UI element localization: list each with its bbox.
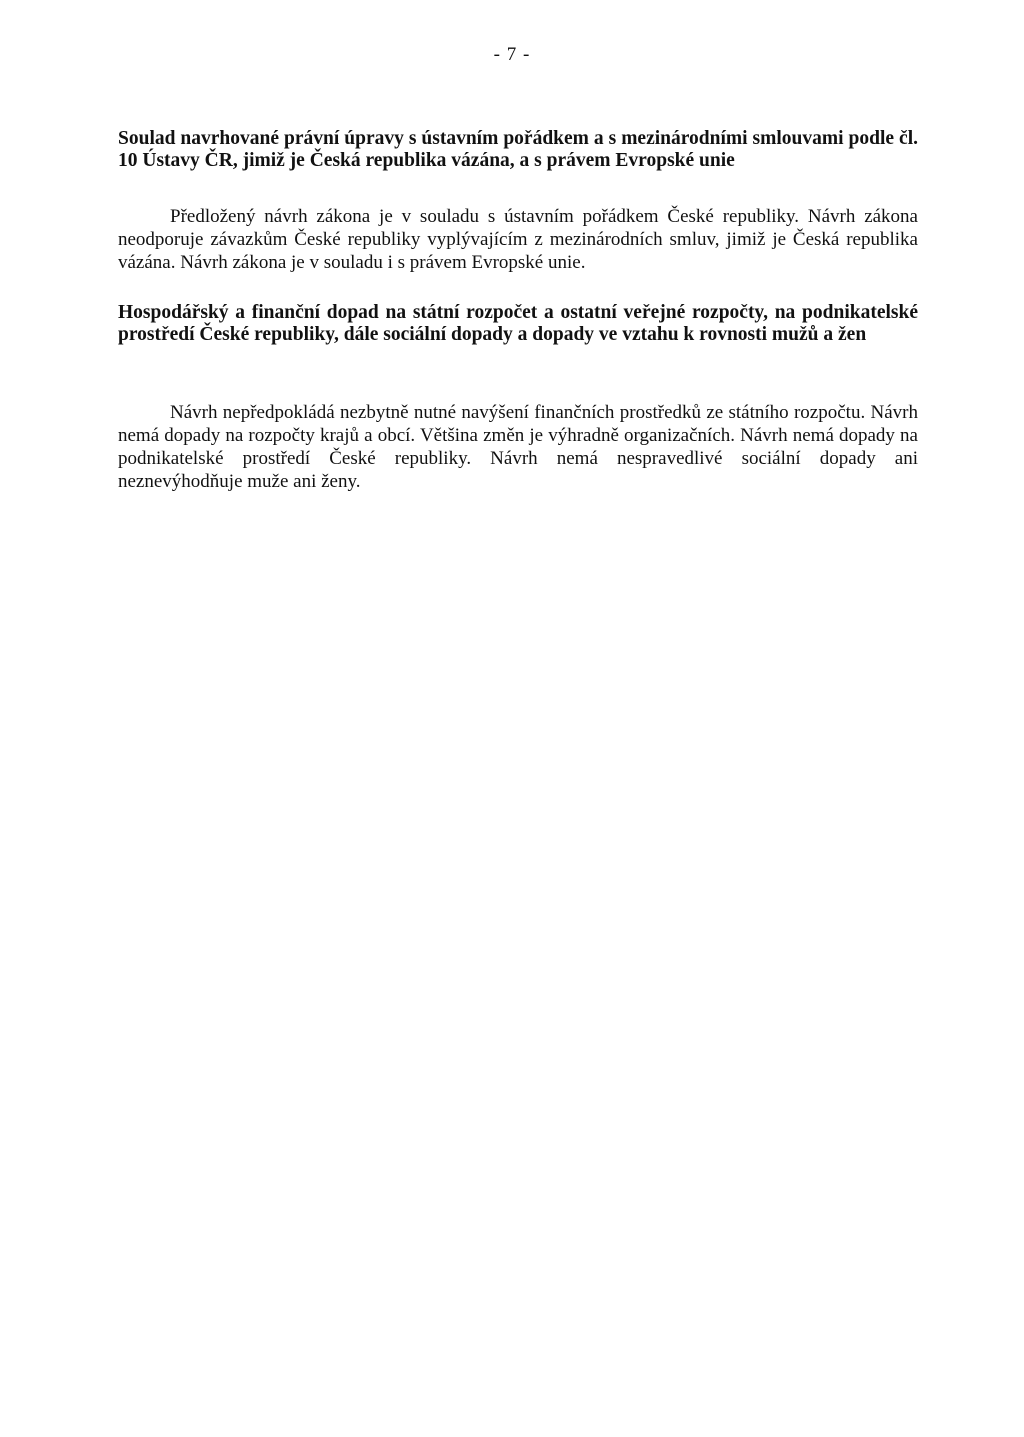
section-heading-economic-impact <box>118 302 918 346</box>
section-paragraph-text: Předložený návrh zákona je v souladu s ústavním pořádkem České republiky. Návrh zákona neodporuje závazkům České republiky vyplývajícím z mezinárodních smluv, jimiž je Česká republika vázána. Návrh zákona je v souladu i s právem Evropské unie. <box>118 206 918 273</box>
section-heading-text: Soulad navrhované právní úpravy s ústavním pořádkem a s mezinárodními smlouvami podle čl. 10 Ústavy ČR, jimiž je Česká republika vázána, a s právem Evropské unie <box>118 128 918 171</box>
section-paragraph-constitutional-compliance <box>118 205 918 274</box>
section-heading-constitutional-compliance <box>118 128 918 172</box>
section-paragraph-text: Návrh nepředpokládá nezbytně nutné navýšení finančních prostředků ze státního rozpočtu. Návrh nemá dopady na rozpočty krajů a obcí. Většina změn je výhradně organizačních. Návrh nemá dopady na podnikatelské prostředí České republiky. Návrh nemá nespravedlivé sociální dopady ani neznevýhodňuje muže ani ženy. <box>118 402 918 492</box>
page-number: - 7 - <box>493 44 531 65</box>
section-heading-text: Hospodářský a finanční dopad na státní rozpočet a ostatní veřejné rozpočty, na podnikatelské prostředí České republiky, dále sociální dopady a dopady ve vztahu k rovnosti mužů a žen <box>118 302 918 345</box>
section-paragraph-economic-impact <box>118 401 918 493</box>
